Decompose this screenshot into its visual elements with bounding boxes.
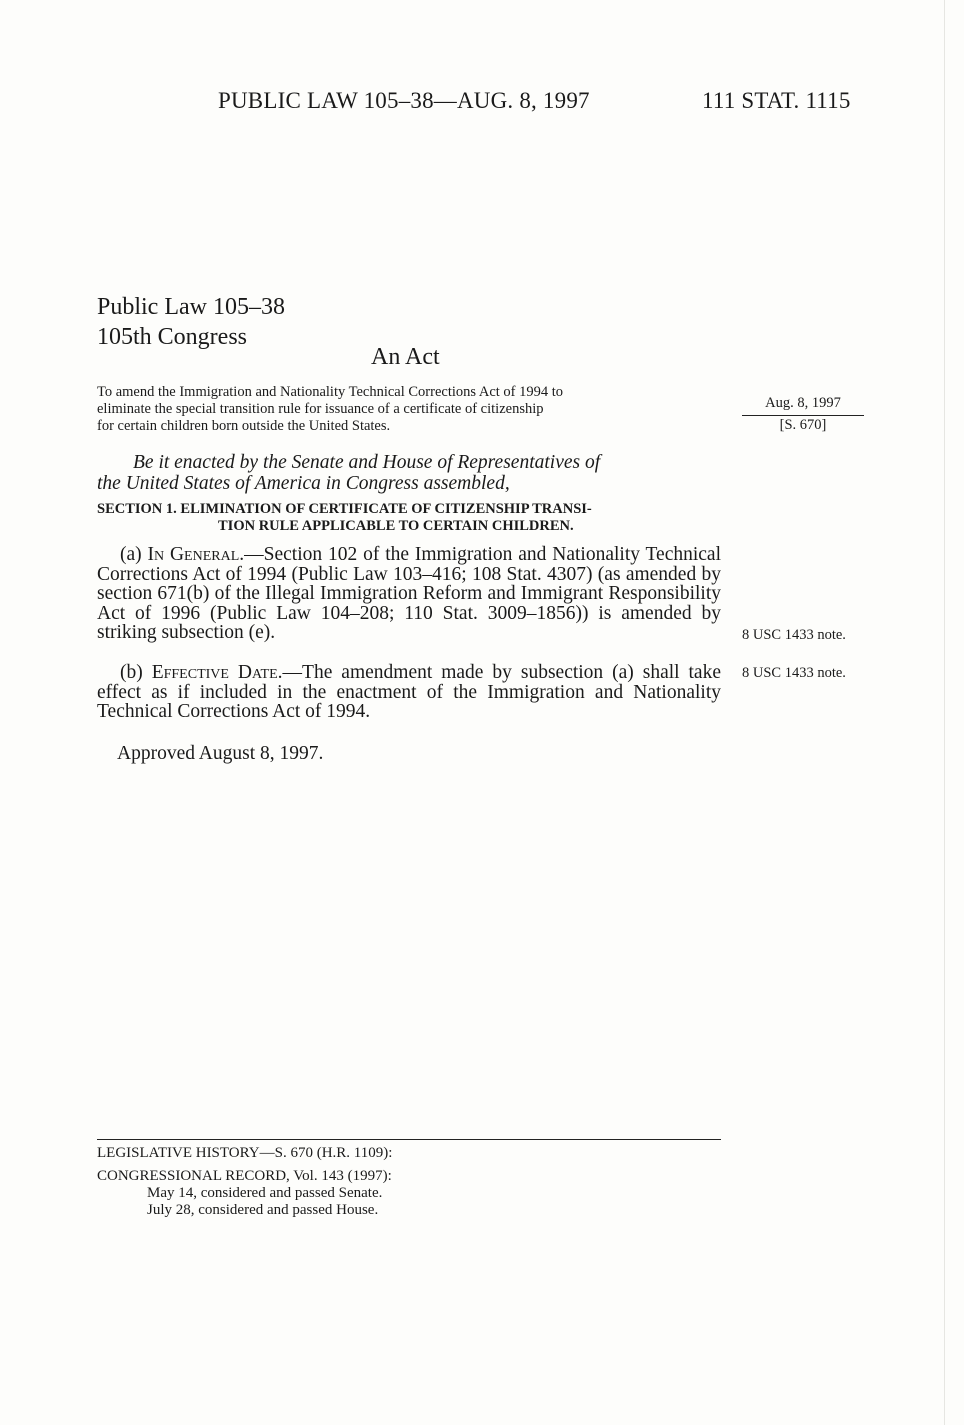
section-heading-line-1: ELIMINATION OF CERTIFICATE OF CITIZENSHIP TRANSI- (180, 501, 592, 517)
enacting-clause (97, 452, 721, 494)
running-head-left: PUBLIC LAW 105–38—AUG. 8, 1997 (218, 88, 590, 113)
subsection-a-label: (a) (120, 544, 142, 565)
subsection-a (97, 545, 721, 643)
enacting-line-1: Be it enacted by the Senate and House of Representatives of (133, 452, 601, 473)
section-number: SECTION 1. (97, 501, 177, 517)
public-law-number: Public Law 105–38 (97, 294, 285, 320)
subsection-b-text: .—The amendment made by subsection (a) shall take effect as if included in the enactment of the Immigration and Nationality Technical Corrections Act of 1994. (97, 662, 721, 722)
act-title: An Act (371, 344, 440, 370)
legislative-history-title: LEGISLATIVE HISTORY—S. 670 (H.R. 1109): (97, 1145, 393, 1161)
house-action: July 28, considered and passed House. (147, 1202, 379, 1218)
law-identification (97, 292, 285, 352)
congress-number: 105th Congress (97, 324, 247, 350)
purpose-statement (97, 384, 721, 435)
subsection-a-text: .—Section 102 of the Immigration and Nationality Technical Corrections Act of 1994 (Public Law 103–416; 108 Stat. 4307) (as amended by section 671(b) of the Illegal Immigration Reform and Immigrant Responsibility Act of 1996 (Public Law 104–208; 110 Stat. 3009–1856)) is amended by striking subsection (e). (97, 544, 721, 643)
section-heading (97, 501, 721, 535)
margin-bill-number: [S. 670] (779, 417, 827, 433)
margin-date: Aug. 8, 1997 (742, 395, 864, 416)
margin-note-usc-1: 8 USC 1433 note. (742, 627, 846, 643)
subsection-b (97, 663, 721, 722)
page-edge-divider (944, 0, 945, 1425)
purpose-line-1: To amend the Immigration and Nationality Technical Corrections Act of 1994 to (97, 384, 564, 400)
approval-statement: Approved August 8, 1997. (117, 743, 324, 764)
footnote-divider (97, 1139, 721, 1140)
subsection-b-label: (b) (120, 662, 143, 683)
section-heading-line-2: TION RULE APPLICABLE TO CERTAIN CHILDREN. (218, 518, 574, 534)
purpose-line-2: eliminate the special transition rule for issuance of a certificate of citizenship (97, 401, 544, 417)
enacting-line-2: the United States of America in Congress assembled, (97, 473, 510, 494)
subsection-a-heading: In General (147, 544, 240, 565)
purpose-line-3: for certain children born outside the United States. (97, 418, 391, 434)
margin-note-usc-2: 8 USC 1433 note. (742, 665, 846, 681)
subsection-b-heading: Effective Date (151, 662, 278, 683)
congressional-record: CONGRESSIONAL RECORD, Vol. 143 (1997): (97, 1168, 392, 1184)
running-head-page: 111 STAT. 1115 (702, 88, 851, 113)
senate-action: May 14, considered and passed Senate. (147, 1185, 383, 1201)
